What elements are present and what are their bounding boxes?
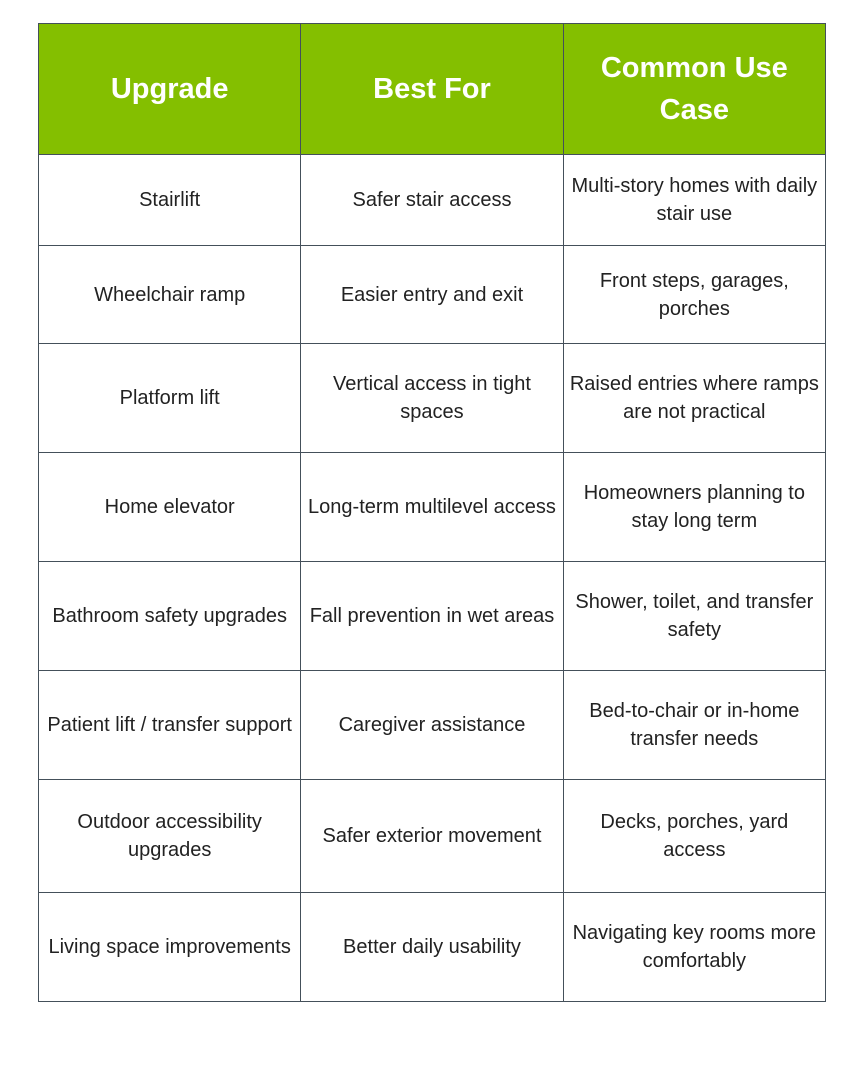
comparison-table-container (38, 23, 826, 1002)
cell-use-case: Raised entries where ramps are not practical (563, 344, 825, 453)
header-upgrade: Upgrade (39, 24, 301, 155)
cell-use-case: Bed-to-chair or in-home transfer needs (563, 671, 825, 780)
cell-upgrade: Bathroom safety upgrades (39, 562, 301, 671)
table-row (39, 246, 826, 344)
cell-upgrade: Home elevator (39, 453, 301, 562)
cell-upgrade: Wheelchair ramp (39, 246, 301, 344)
table-row (39, 780, 826, 893)
cell-upgrade: Living space improvements (39, 893, 301, 1002)
cell-use-case: Front steps, garages, porches (563, 246, 825, 344)
header-common-use-case: Common Use Case (563, 24, 825, 155)
cell-best-for: Fall prevention in wet areas (301, 562, 563, 671)
cell-use-case: Decks, porches, yard access (563, 780, 825, 893)
cell-best-for: Vertical access in tight spaces (301, 344, 563, 453)
cell-upgrade: Patient lift / transfer support (39, 671, 301, 780)
cell-best-for: Safer stair access (301, 155, 563, 246)
cell-upgrade: Outdoor accessibility upgrades (39, 780, 301, 893)
table-row (39, 344, 826, 453)
table-header-row (39, 24, 826, 155)
cell-best-for: Easier entry and exit (301, 246, 563, 344)
table-row (39, 893, 826, 1002)
cell-use-case: Shower, toilet, and transfer safety (563, 562, 825, 671)
cell-best-for: Safer exterior movement (301, 780, 563, 893)
table-row (39, 671, 826, 780)
cell-upgrade: Stairlift (39, 155, 301, 246)
header-best-for: Best For (301, 24, 563, 155)
cell-use-case: Navigating key rooms more comfortably (563, 893, 825, 1002)
cell-upgrade: Platform lift (39, 344, 301, 453)
table-row (39, 155, 826, 246)
table-row (39, 453, 826, 562)
accessibility-upgrades-table (38, 23, 826, 1002)
cell-best-for: Better daily usability (301, 893, 563, 1002)
cell-best-for: Caregiver assistance (301, 671, 563, 780)
table-row (39, 562, 826, 671)
cell-use-case: Multi-story homes with daily stair use (563, 155, 825, 246)
cell-use-case: Homeowners planning to stay long term (563, 453, 825, 562)
cell-best-for: Long-term multilevel access (301, 453, 563, 562)
